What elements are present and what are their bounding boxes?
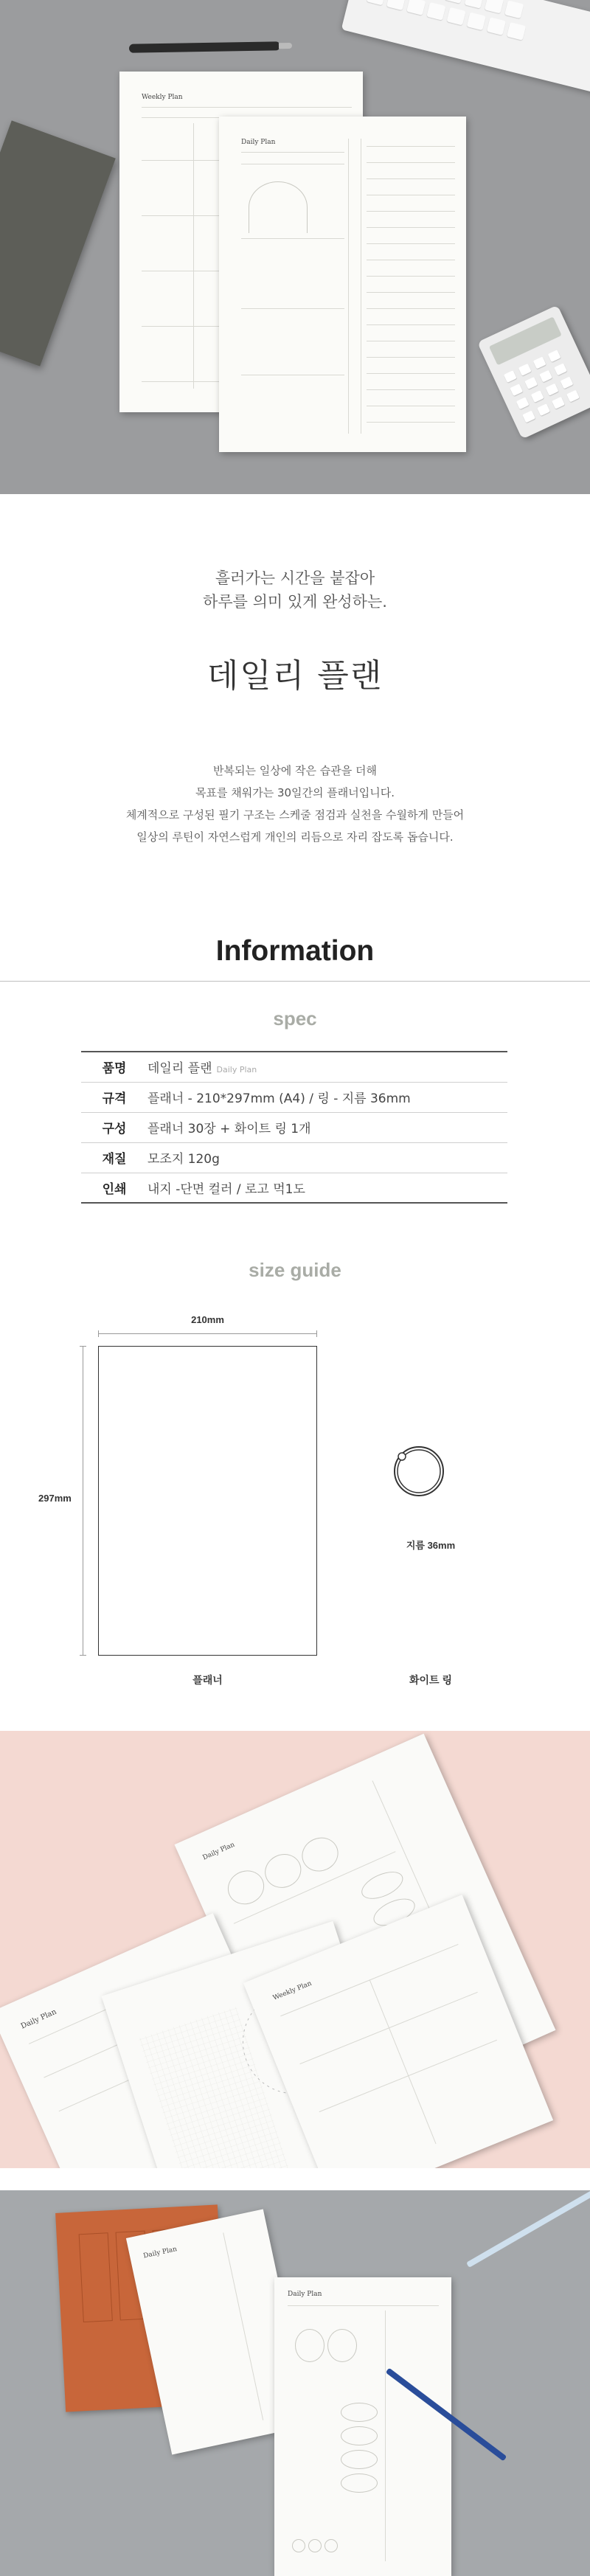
pink-product-photo — [0, 1731, 590, 2168]
spec-table — [81, 1051, 507, 1204]
pink-weekly-title: Weekly Plan — [271, 1979, 313, 2002]
keyboard — [341, 0, 590, 94]
clear-pen — [466, 2190, 590, 2268]
ring-diameter-label: 지름 36mm — [406, 1540, 456, 1551]
intro-subtitle-line1: 흘러가는 시간을 붙잡아 — [215, 569, 375, 587]
grey-back-title: Daily Plan — [142, 2246, 178, 2260]
white-ring-icon — [389, 1442, 448, 1501]
pink-left-title-text: Daily Plan — [19, 2007, 58, 2031]
spec-title: spec — [273, 1007, 317, 1030]
intro-body — [0, 760, 590, 848]
table-row — [81, 1052, 507, 1082]
front-daily-sheet — [274, 2277, 451, 2576]
intro-body-line4: 일상의 루틴이 자연스럽게 개인의 리듬으로 자리 잡도록 돕습니다. — [136, 830, 454, 844]
table-row — [81, 1173, 507, 1203]
spec-value — [148, 1052, 507, 1082]
hero-photo — [0, 0, 590, 494]
planner-caption: 플래너 — [192, 1674, 223, 1686]
information-divider — [0, 981, 590, 982]
width-dimension-line — [98, 1333, 317, 1334]
spec-value: 플래너 30장 + 화이트 링 1개 — [148, 1112, 507, 1142]
pen — [129, 41, 280, 53]
spec-value: 내지 -단면 컬러 / 로고 먹1도 — [148, 1173, 507, 1203]
table-row — [81, 1112, 507, 1142]
spec-value: 모조지 120g — [148, 1142, 507, 1173]
intro-body-line3: 체계적으로 구성된 필기 구조는 스케줄 점검과 실천을 수월하게 만들어 — [125, 808, 465, 822]
daily-plan-title: Daily Plan — [241, 139, 276, 146]
spec-value-text: 데일리 플랜 — [148, 1061, 212, 1077]
spec-value: 플래너 - 210*297mm (A4) / 링 - 지름 36mm — [148, 1082, 507, 1112]
spec-value-sub: Daily Plan — [216, 1065, 257, 1075]
spec-key: 인쇄 — [81, 1173, 148, 1203]
spec-key: 구성 — [81, 1112, 148, 1142]
intro-subtitle-line2: 하루를 의미 있게 완성하는. — [203, 593, 387, 611]
size-guide-title: size guide — [249, 1259, 341, 1281]
grey-notebook — [0, 120, 116, 366]
grey-product-photo — [0, 2190, 590, 2576]
table-row — [81, 1142, 507, 1173]
information-title: Information — [215, 935, 375, 967]
spec-key: 품명 — [81, 1052, 148, 1082]
intro-body-line1: 반복되는 일상에 작은 습관을 더해 — [213, 764, 377, 777]
intro-title: 데일리 플랜 — [206, 657, 384, 695]
intro-body-line2: 목표를 채워가는 30일간의 플래너입니다. — [195, 786, 395, 799]
table-row — [81, 1082, 507, 1112]
daily-plan-sheet — [219, 117, 466, 452]
planner-outline — [98, 1346, 317, 1656]
height-label: 297mm — [38, 1493, 72, 1504]
spec-key: 재질 — [81, 1142, 148, 1173]
intro-subtitle — [0, 566, 590, 614]
spec-key: 규격 — [81, 1082, 148, 1112]
pink-daily-title: Daily Plan — [201, 1841, 236, 1862]
grey-front-title: Daily Plan — [288, 2291, 322, 2298]
width-label: 210mm — [191, 1314, 224, 1325]
calculator — [477, 305, 590, 439]
weekly-plan-title: Weekly Plan — [142, 94, 183, 101]
ring-caption: 화이트 링 — [409, 1674, 452, 1686]
